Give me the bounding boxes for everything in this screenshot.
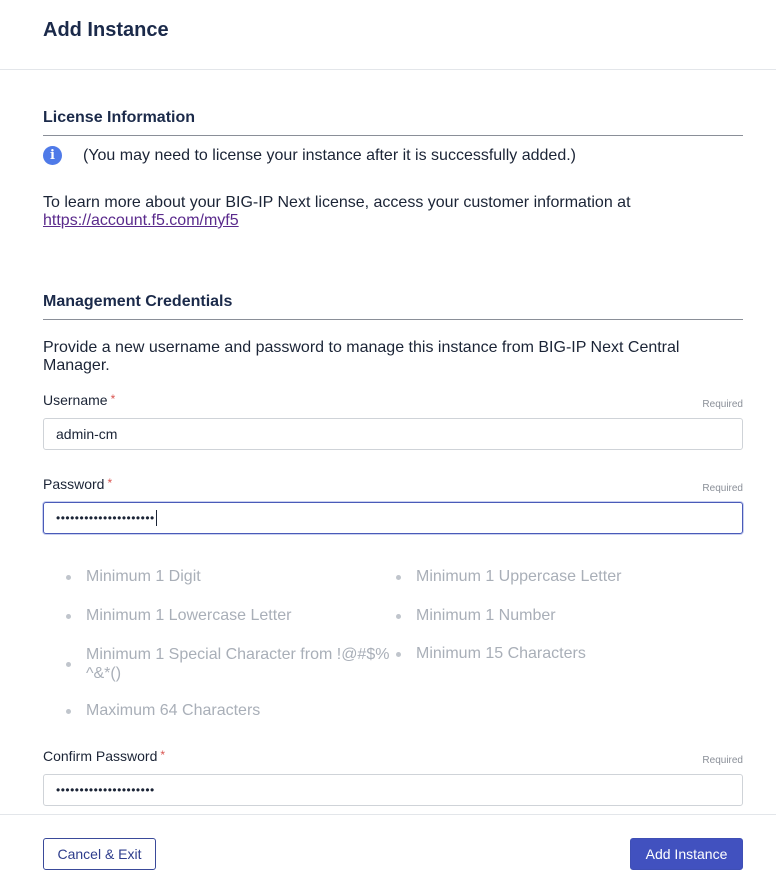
confirm-password-value: •••••••••••••••••••••	[56, 783, 155, 797]
required-asterisk: *	[160, 748, 166, 762]
cancel-exit-button[interactable]: Cancel & Exit	[43, 838, 156, 870]
username-label	[43, 392, 115, 408]
required-asterisk: *	[110, 392, 116, 406]
bullet-icon	[396, 614, 401, 619]
bullet-icon	[396, 652, 401, 657]
license-info-note	[43, 146, 576, 165]
password-input[interactable]	[43, 502, 743, 534]
username-label-text: Username	[43, 392, 108, 408]
bullet-icon	[66, 709, 71, 714]
confirm-password-label	[43, 748, 165, 764]
username-input[interactable]	[43, 418, 743, 450]
password-label	[43, 476, 112, 492]
password-rule-text: Maximum 64 Characters	[86, 702, 261, 719]
password-rule-text: Minimum 1 Lowercase Letter	[86, 607, 292, 624]
password-rule-item	[396, 645, 586, 663]
text-caret	[156, 510, 157, 526]
password-rule-item	[66, 645, 396, 683]
password-rule-item	[66, 702, 260, 720]
password-rule-text: Minimum 1 Digit	[86, 568, 201, 585]
credentials-description: Provide a new username and password to manage this instance from BIG-IP Next Central Manager.	[43, 339, 680, 374]
license-description-text: To learn more about your BIG-IP Next license, access your customer information at	[43, 194, 631, 211]
password-rule-item	[396, 568, 621, 586]
license-note-text: (You may need to license your instance after it is successfully added.)	[83, 146, 576, 164]
username-required-hint: Required	[702, 399, 743, 410]
confirm-password-required-hint: Required	[702, 755, 743, 766]
add-instance-button[interactable]: Add Instance	[630, 838, 743, 870]
info-icon: i	[43, 146, 62, 165]
password-required-hint: Required	[702, 483, 743, 494]
dialog-title: Add Instance	[43, 19, 169, 41]
password-rule-item	[396, 607, 556, 625]
password-rule-text: Minimum 1 Special Character from !@#$%^&*()	[86, 646, 390, 682]
confirm-password-label-text: Confirm Password	[43, 748, 158, 764]
bullet-icon	[66, 575, 71, 580]
password-rule-text: Minimum 1 Number	[416, 607, 556, 624]
required-asterisk: *	[107, 476, 113, 490]
bullet-icon	[66, 662, 71, 667]
password-rule-item	[66, 607, 291, 625]
credentials-section-title: Management Credentials	[43, 293, 743, 320]
username-value: admin-cm	[56, 426, 118, 442]
dialog-header	[0, 0, 776, 70]
password-value: •••••••••••••••••••••	[56, 511, 155, 525]
license-description	[43, 194, 743, 230]
bullet-icon	[396, 575, 401, 580]
confirm-password-input[interactable]	[43, 774, 743, 806]
password-label-text: Password	[43, 476, 105, 492]
license-section-title: License Information	[43, 109, 743, 136]
customer-account-link[interactable]: https://account.f5.com/myf5	[43, 212, 239, 229]
dialog-footer	[0, 814, 776, 883]
password-rule-text: Minimum 1 Uppercase Letter	[416, 568, 622, 585]
password-rule-text: Minimum 15 Characters	[416, 645, 586, 662]
password-rule-item	[66, 568, 201, 586]
bullet-icon	[66, 614, 71, 619]
